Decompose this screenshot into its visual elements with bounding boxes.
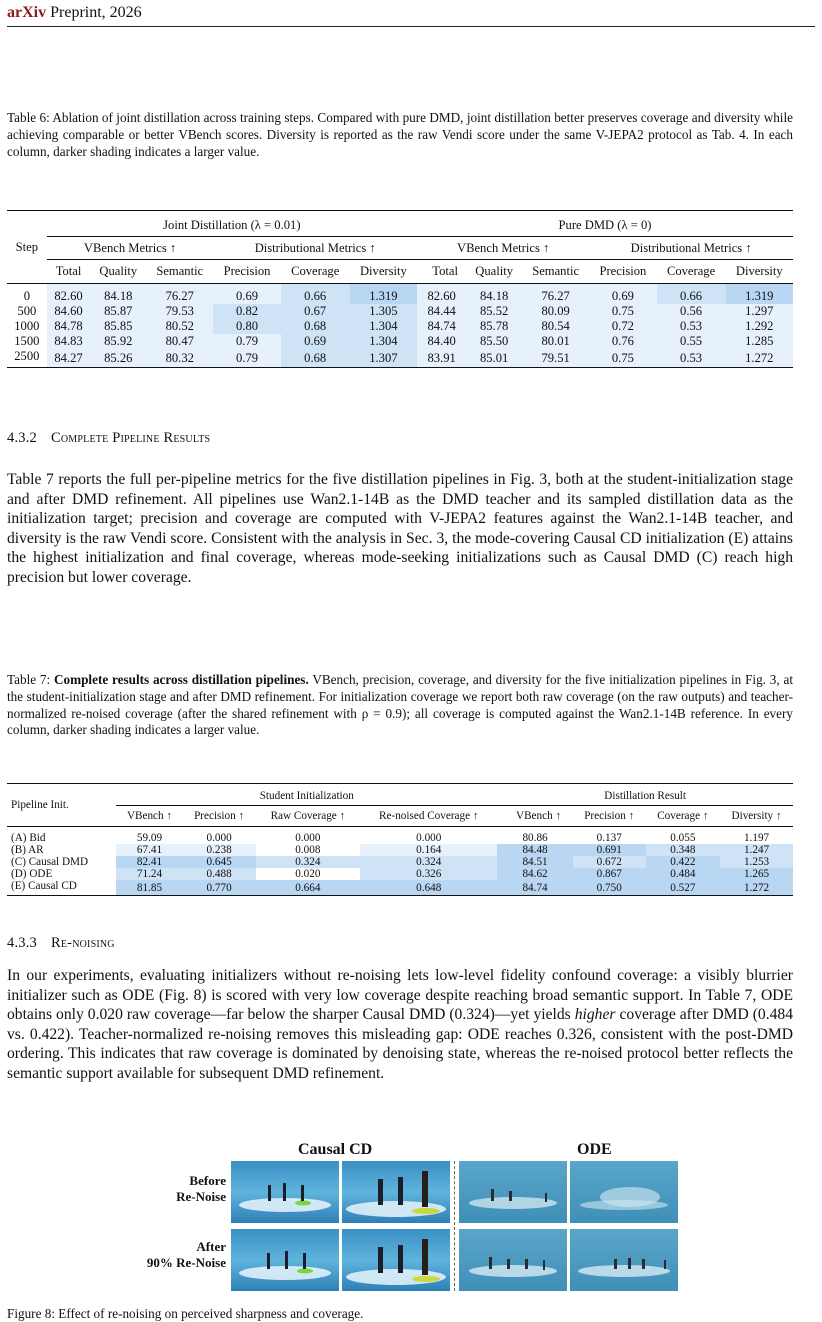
t6-col-header: Coverage [291,264,340,278]
paragraph-renoising: In our experiments, evaluating initializers without re-noising lets low-level fidelity confound coverage: a visibly blurrier initializer such as ODE (Fig. 8) is scored with very low coverage despite reaching broad semantic support. In Table 7, ODE obtains only 0.020 raw coverage—far below the sharper Causal DMD (0.324)—yet yields higher coverage after DMD (0.484 vs. 0.422). Teacher-normalized re-noising removes this misleading gap: ODE reaches 0.326, consistent with the post-DMD ordering. This indicates that raw coverage is dominated by denoising state, whereas the re-noised protocol better reflects the semantic support available for subsequent DMD refinement. [7,967,793,1082]
photo-causalcd-before-1 [231,1161,339,1223]
t7-cell: 84.51 [497,856,572,868]
photo-ode-before-2 [570,1161,678,1223]
t7-pipeline-name: (D) ODE [11,868,53,880]
t7-cell: 81.85 [116,880,182,896]
t7-cell: 80.86 [522,832,548,844]
t6-cell: 1.304 [350,319,417,334]
t6-cell: 85.92 [90,334,146,349]
t7-cell: 59.09 [136,832,163,844]
t6-cell: 76.27 [146,284,213,305]
t6-cell: 79.51 [522,349,589,368]
pipeline-header: Pipeline Init. [11,799,69,811]
t6-cell: 1.272 [726,349,793,368]
table-row [7,349,793,368]
t7-cell: 0.664 [256,880,361,896]
t7-cell: 1.272 [720,880,793,896]
step-header: Step [15,239,39,254]
t7-cell: 0.000 [295,832,321,844]
figure-8-caption: Figure 8: Effect of re-noising on perceived sharpness and coverage. [7,1306,364,1321]
t7-cell: 0.000 [416,832,442,844]
t6-col-header: Diversity [359,264,407,278]
subgroup-dist-a: Distributional Metrics ↑ [213,237,417,260]
group-student: Student Initialization [116,784,497,806]
t6-cell: 85.50 [466,334,522,349]
t7-col-header: Coverage ↑ [657,810,709,822]
header-rule [7,26,815,27]
t6-cell: 1.285 [726,334,793,349]
photo-ode-before-1 [459,1161,567,1223]
t7-cell: 0.484 [646,868,720,880]
t7-cell: 0.648 [360,880,497,896]
t7-cell: 0.348 [646,844,720,856]
table7 [7,783,793,896]
fig-row-after: After 90% Re-Noise [146,1239,226,1270]
t6-cell: 84.40 [417,334,466,349]
t7-cell: 71.24 [116,868,182,880]
figure-divider [454,1161,455,1291]
t7-col-header: Precision ↑ [584,810,635,822]
t6-cell: 1.319 [726,284,793,305]
t7-cell: 0.238 [183,844,256,856]
t6-cell: 84.74 [417,319,466,334]
t7-cell: 0.324 [256,856,361,868]
t6-cell: 0.79 [213,334,280,349]
photo-causalcd-after-2 [342,1229,450,1291]
t6-cell: 0.66 [657,284,726,305]
photo-causalcd-before-2 [342,1161,450,1223]
t6-col-header: Precision [599,264,647,278]
t6-cell: 0.82 [213,304,280,319]
t6-step: 500 [17,304,37,318]
t7-cell: 0.000 [206,832,232,844]
t6-step: 1000 [14,319,40,333]
t6-cell: 80.52 [146,319,213,334]
t6-col-header: Semantic [156,264,204,278]
table-row [7,868,793,880]
subgroup-vbench-a: VBench Metrics ↑ [47,237,214,260]
t6-cell: 0.75 [589,349,656,368]
group-pure: Pure DMD (λ = 0) [417,211,793,237]
t6-cell: 1.292 [726,319,793,334]
t6-cell: 85.26 [90,349,146,368]
t6-cell: 0.79 [213,349,280,368]
t6-step: 1500 [14,334,40,348]
t6-cell: 85.87 [90,304,146,319]
t6-cell: 0.69 [281,334,350,349]
t6-cell: 0.80 [213,319,280,334]
t6-col-header: Quality [99,264,138,278]
t6-cell: 1.297 [726,304,793,319]
t6-cell: 80.47 [146,334,213,349]
table-row [7,856,793,868]
t7-cell: 67.41 [116,844,182,856]
t6-cell: 80.54 [522,319,589,334]
t7-cell: 1.253 [720,856,793,868]
t6-cell: 84.18 [90,284,146,305]
t6-cell: 0.76 [589,334,656,349]
t7-col-header: VBench ↑ [516,810,562,822]
section-4-3-2: 4.3.2 Complete Pipeline Results [7,430,211,446]
photo-ode-after-1 [459,1229,567,1291]
table6-caption: Table 6: Ablation of joint distillation across training steps. Compared with pure DMD, joint distillation better preserves coverage and diversity while achieving comparable or better VBench scores. Diversity is reported as the raw Vendi score under the same V-JEPA2 protocol as Tab. 4. In each column, darker shading indicates a larger value. [7,110,793,159]
t6-cell: 84.83 [47,334,91,349]
paragraph-pipeline-results: Table 7 reports the full per-pipeline metrics for the five distillation pipelines in Fig. 3, both at the student-initialization stage and after DMD refinement. All pipelines use Wan2.1-14B as the DMD teacher and its sampled distillation data as the initialization target; precision and coverage are computed with V-JEPA2 features against the Wan2.1-14B teacher, and diversity is the raw Vendi score. Consistent with the analysis in Sec. 3, the mode-covering Causal CD initialization (E) attains the highest initialization and final coverage, whereas mode-seeking initializations such as Causal DMD (C) reach high precision but lower coverage. [7,471,793,586]
t6-cell: 1.305 [350,304,417,319]
t6-cell: 85.52 [466,304,522,319]
t6-col-header: Precision [223,264,271,278]
t6-cell: 84.44 [417,304,466,319]
fig-col-causal-cd: Causal CD [298,1141,373,1158]
t7-cell: 0.008 [295,844,321,856]
t7-cell: 1.265 [720,868,793,880]
header-rest: Preprint, 2026 [46,4,142,21]
t6-cell: 0.69 [213,284,280,305]
t6-cell: 82.60 [417,284,466,305]
t7-cell: 0.326 [360,868,497,880]
t6-cell: 1.304 [350,334,417,349]
t7-cell: 0.137 [596,832,622,844]
t7-cell: 0.055 [670,832,696,844]
t6-cell: 84.27 [47,349,91,368]
t6-cell: 83.91 [417,349,466,368]
arxiv-brand: arXiv [7,4,47,21]
t7-cell: 82.41 [116,856,182,868]
t6-cell: 84.18 [466,284,522,305]
fig-col-ode: ODE [577,1141,612,1158]
t7-cell: 0.645 [183,856,256,868]
t6-cell: 85.78 [466,319,522,334]
t7-col-header: Diversity ↑ [731,810,782,822]
t6-cell: 1.319 [350,284,417,305]
group-joint: Joint Distillation (λ = 0.01) [47,211,417,237]
table-row [7,284,793,305]
photo-ode-after-2 [570,1229,678,1291]
table-row [7,334,793,349]
t6-cell: 84.60 [47,304,91,319]
section-4-3-3: 4.3.3 Re-noising [7,935,115,951]
t7-col-header: Re-noised Coverage ↑ [379,810,479,822]
t6-col-header: Quality [475,264,514,278]
table-row [7,844,793,856]
t7-cell: 0.422 [646,856,720,868]
t6-cell: 0.69 [589,284,656,305]
t6-cell: 0.66 [281,284,350,305]
table-row [7,304,793,319]
t7-cell: 84.62 [497,868,572,880]
t6-cell: 85.01 [466,349,522,368]
t6-cell: 0.53 [657,349,726,368]
t7-pipeline-name: (E) Causal CD [11,880,77,892]
t7-cell: 84.48 [497,844,572,856]
t6-cell: 79.53 [146,304,213,319]
t7-cell: 1.197 [743,832,770,844]
t7-cell: 0.527 [646,880,720,896]
t6-cell: 82.60 [47,284,91,305]
subgroup-dist-b: Distributional Metrics ↑ [589,237,793,260]
t6-cell: 0.75 [589,304,656,319]
t7-cell: 0.488 [183,868,256,880]
t6-col-header: Total [432,264,458,278]
t6-cell: 0.68 [281,319,350,334]
t6-step: 0 [23,289,30,303]
t7-cell: 0.867 [573,868,646,880]
t7-pipeline-name: (B) AR [11,844,44,856]
group-distill: Distillation Result [497,784,793,806]
t6-cell: 85.85 [90,319,146,334]
t6-col-header: Semantic [532,264,580,278]
table7-caption: Table 7: Complete results across distillation pipelines. VBench, precision, coverage, and diversity for the five initialization pipelines in Fig. 3, at the student-initialization stage and after DMD refinement. For initialization coverage we report both raw coverage (on the raw outputs) and teacher-normalized re-noised coverage (after the shared refinement with ρ = 0.9); all coverage is computed against the Wan2.1-14B reference. In every column, darker shading indicates a larger value. [7,672,794,738]
t6-col-header: Total [55,264,82,278]
t7-cell: 0.770 [183,880,256,896]
t6-cell: 84.78 [47,319,91,334]
t6-cell: 76.27 [522,284,589,305]
t6-col-header: Diversity [735,264,783,278]
t6-cell: 1.307 [350,349,417,368]
t6-cell: 80.09 [522,304,589,319]
t7-cell: 84.74 [497,880,572,896]
t7-cell: 0.164 [360,844,497,856]
t7-cell: 0.691 [573,844,646,856]
t6-col-header: Coverage [666,264,716,278]
t6-cell: 80.32 [146,349,213,368]
t6-cell: 0.67 [281,304,350,319]
t7-col-header: VBench ↑ [126,810,172,822]
table6 [7,210,793,368]
table-row [7,827,793,845]
t7-cell: 0.672 [573,856,646,868]
t6-step: 2500 [14,349,40,363]
t7-cell: 0.020 [295,868,321,880]
table-row [7,880,793,896]
t7-pipeline-name: (C) Causal DMD [11,856,89,868]
t6-cell: 0.53 [657,319,726,334]
t7-cell: 1.247 [720,844,793,856]
t6-cell: 0.68 [281,349,350,368]
fig-row-before: Before Re-Noise [176,1173,226,1204]
t7-cell: 0.750 [573,880,646,896]
t7-cell: 0.324 [360,856,497,868]
running-header [7,4,142,22]
subgroup-vbench-b: VBench Metrics ↑ [417,237,589,260]
t6-cell: 0.55 [657,334,726,349]
t6-cell: 0.72 [589,319,656,334]
t6-cell: 0.56 [657,304,726,319]
t7-pipeline-name: (A) Bid [11,832,46,844]
t6-cell: 80.01 [522,334,589,349]
photo-causalcd-after-1 [231,1229,339,1291]
table-row [7,319,793,334]
t7-col-header: Raw Coverage ↑ [270,810,346,822]
t7-col-header: Precision ↑ [194,810,245,822]
